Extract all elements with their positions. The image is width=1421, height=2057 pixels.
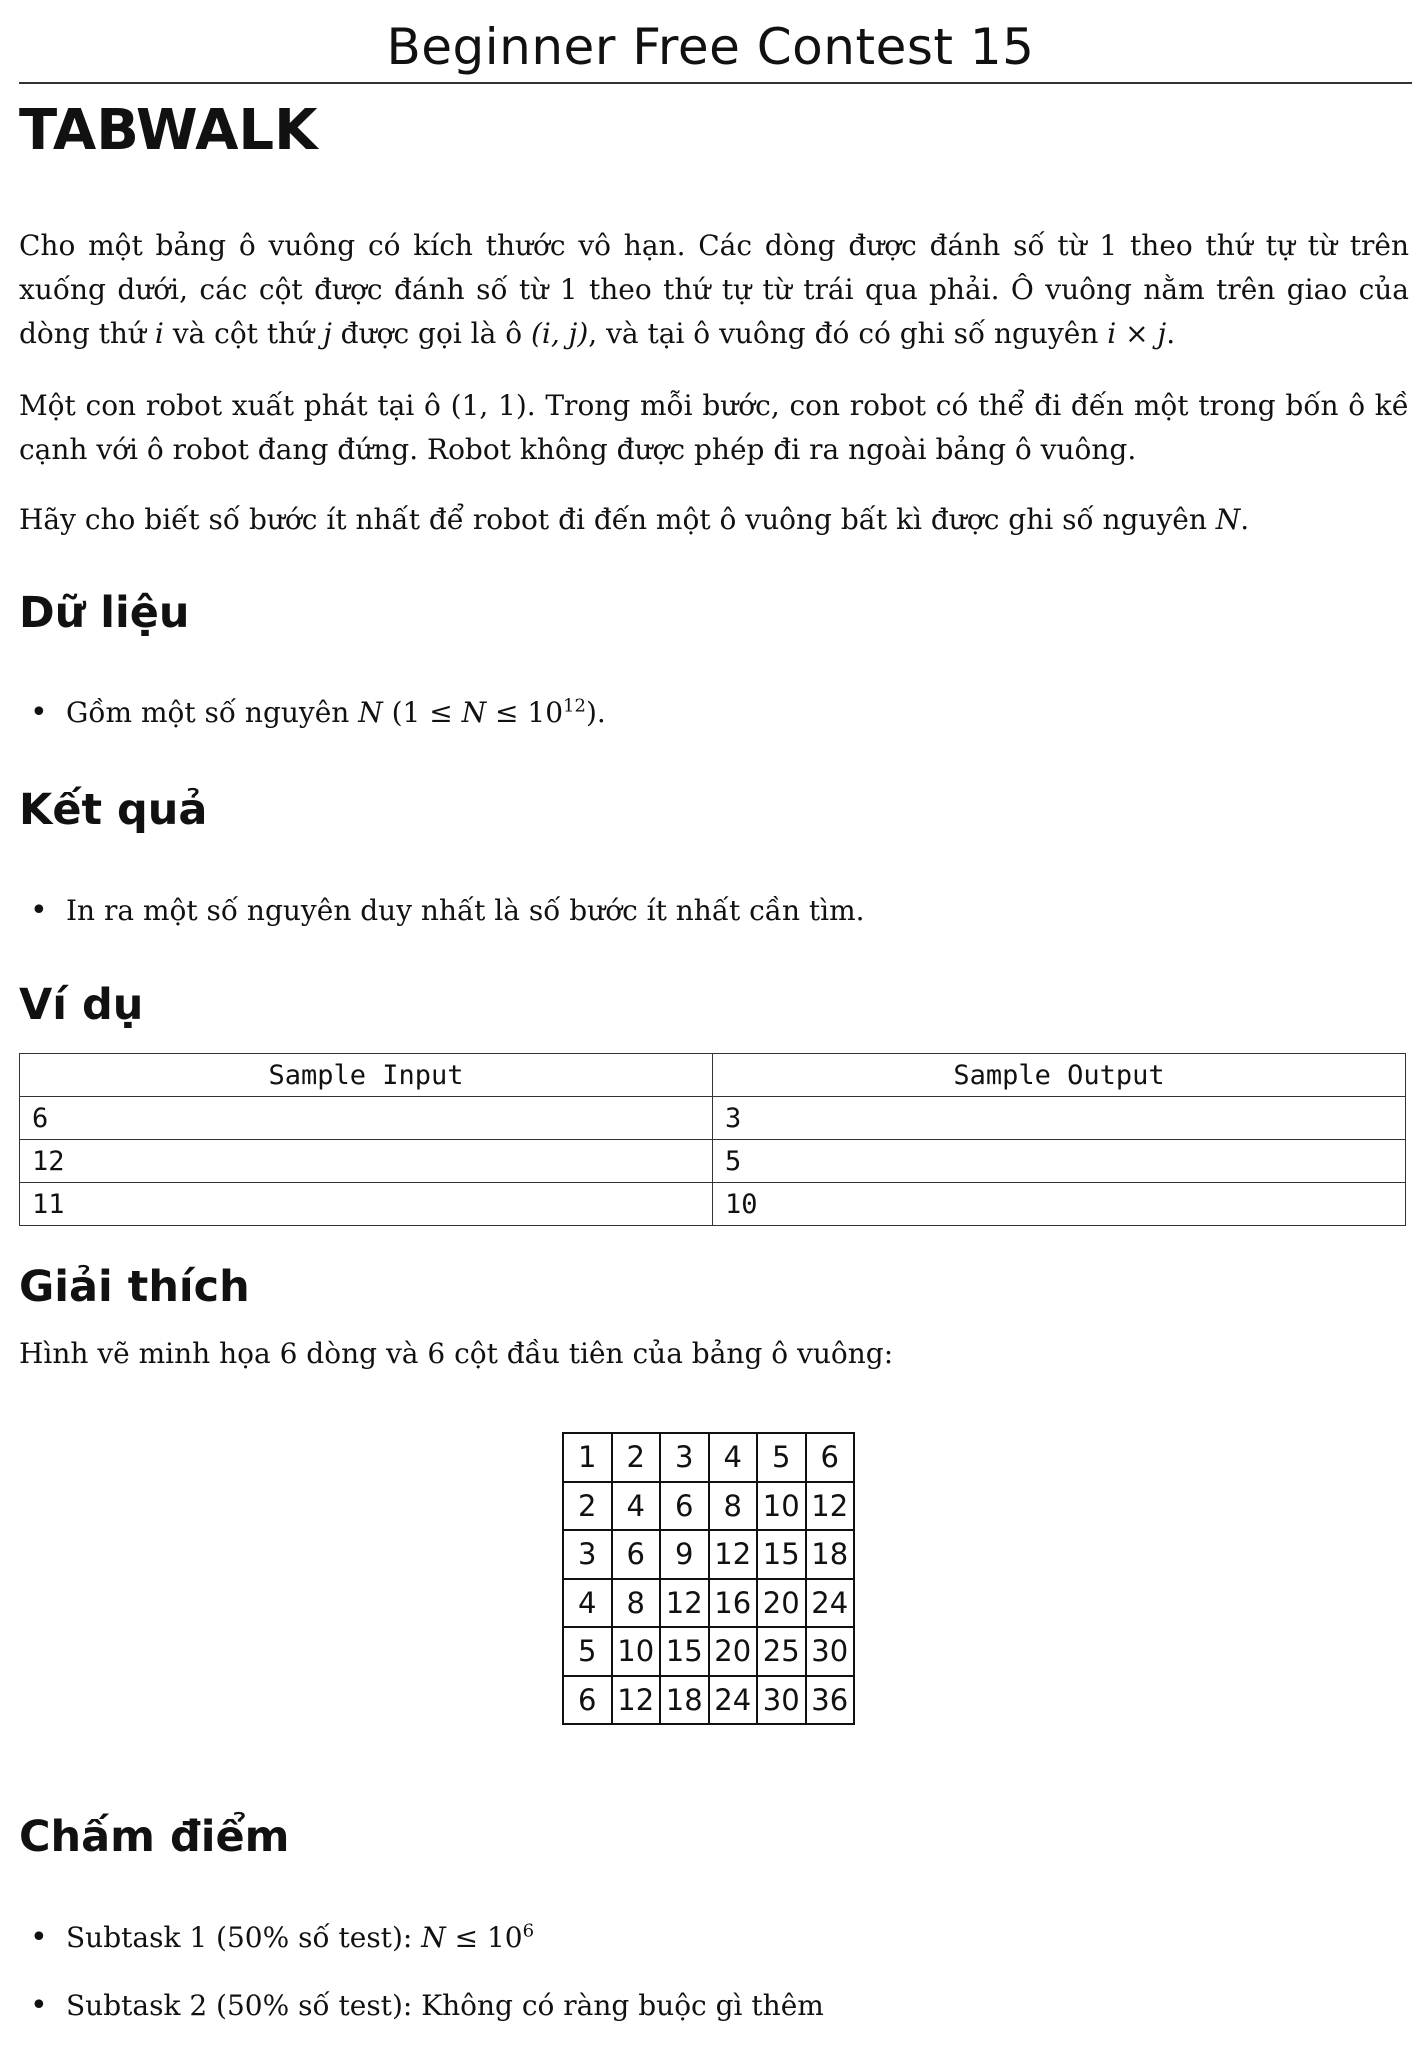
grid-row	[563, 1627, 854, 1676]
sample-table	[19, 1053, 1406, 1226]
grid-cell: 16	[709, 1579, 758, 1628]
sample-input-cell: 12	[20, 1140, 713, 1183]
grid-cell: 18	[660, 1676, 709, 1725]
explanation-text: Hình vẽ minh họa 6 dòng và 6 cột đầu tiên của bảng ô vuông:	[19, 1337, 894, 1370]
grid-cell: 30	[806, 1627, 855, 1676]
grid-cell: 3	[563, 1530, 612, 1579]
sample-output-cell: 5	[713, 1140, 1406, 1183]
grid-cell: 24	[806, 1579, 855, 1628]
grid-row	[563, 1676, 854, 1725]
statement-text: , và tại ô vuông đó có ghi số nguyên	[588, 317, 1108, 350]
math-n: N	[358, 696, 383, 729]
multiplication-grid	[562, 1432, 855, 1725]
input-heading: Dữ liệu	[19, 588, 190, 638]
header-divider	[19, 82, 1412, 84]
sample-output-header: Sample Output	[713, 1054, 1406, 1097]
math-exponent: 12	[563, 695, 586, 717]
math-start-cell: (1, 1)	[450, 389, 527, 422]
math-bound: ≤ 10	[445, 1921, 523, 1954]
statement-text: và cột thứ	[163, 317, 324, 350]
statement-text: được gọi là ô	[331, 317, 531, 350]
grid-cell: 6	[806, 1433, 855, 1482]
grid-cell: 4	[709, 1433, 758, 1482]
statement-text: Cho một bảng ô vuông có kích thước vô hạn. Các dòng được đánh số từ 1 theo thứ tự từ trên xuống dưới, các cột được đánh số từ 1 theo thứ tự từ trái qua phải. Ô vuông nằm trên giao của dòng thứ	[19, 229, 1409, 350]
grid-cell: 10	[757, 1482, 806, 1531]
grid-cell: 6	[612, 1530, 661, 1579]
table-row	[20, 1097, 1406, 1140]
bullet-text: Gồm một số nguyên	[66, 696, 359, 729]
grid-cell: 2	[612, 1433, 661, 1482]
grid-cell: 15	[660, 1627, 709, 1676]
grid-cell: 9	[660, 1530, 709, 1579]
grid-cell: 8	[709, 1482, 758, 1531]
sample-header-row	[20, 1054, 1406, 1097]
grid-cell: 4	[563, 1579, 612, 1628]
input-bullet	[66, 693, 606, 733]
bullet-text: Subtask 1 (50% số test):	[66, 1921, 422, 1954]
math-i: i	[154, 317, 164, 350]
sample-output-cell: 3	[713, 1097, 1406, 1140]
grid-cell: 12	[709, 1530, 758, 1579]
contest-title: Beginner Free Contest 15	[386, 18, 1035, 76]
grid-cell: 25	[757, 1627, 806, 1676]
math-bound: ≤ 10	[486, 696, 564, 729]
output-bullet: • In ra một số nguyên duy nhất là số bước ít nhất cần tìm.	[66, 891, 865, 931]
sample-input-cell: 11	[20, 1183, 713, 1226]
grid-cell: 12	[612, 1676, 661, 1725]
table-row	[20, 1140, 1406, 1183]
problem-title: TABWALK	[19, 98, 318, 163]
grid-cell: 20	[757, 1579, 806, 1628]
math-n: N	[1215, 503, 1241, 536]
grid-cell: 3	[660, 1433, 709, 1482]
output-heading: Kết quả	[19, 785, 208, 835]
statement-text: . Trong mỗi bước, con robot có thể đi đến một trong bốn ô kề cạnh với ô robot đang đứng. Robot không được phép đi ra ngoài bảng ô vuông.	[19, 389, 1409, 466]
statement-paragraph-3	[19, 498, 1409, 542]
subtask-1-bullet	[66, 1918, 534, 1958]
math-n: N	[421, 1921, 446, 1954]
grid-cell: 6	[660, 1482, 709, 1531]
grid-cell: 1	[563, 1433, 612, 1482]
math-range: (1 ≤	[382, 696, 462, 729]
grid-cell: 4	[612, 1482, 661, 1531]
grid-cell: 36	[806, 1676, 855, 1725]
scoring-heading: Chấm điểm	[19, 1812, 290, 1862]
grid-cell: 12	[660, 1579, 709, 1628]
statement-text: .	[1166, 317, 1176, 350]
subtask-2-bullet: • Subtask 2 (50% số test): Không có ràng buộc gì thêm	[66, 1986, 824, 2026]
grid-row	[563, 1579, 854, 1628]
statement-paragraph-1	[19, 224, 1409, 356]
sample-input-cell: 6	[20, 1097, 713, 1140]
grid-cell: 20	[709, 1627, 758, 1676]
statement-paragraph-2	[19, 384, 1409, 472]
explanation-heading: Giải thích	[19, 1262, 250, 1312]
grid-cell: 24	[709, 1676, 758, 1725]
grid-cell: 6	[563, 1676, 612, 1725]
math-n: N	[461, 696, 487, 729]
bullet-text: ).	[585, 696, 606, 729]
grid-cell: 2	[563, 1482, 612, 1531]
grid-cell: 8	[612, 1579, 661, 1628]
grid-cell: 10	[612, 1627, 661, 1676]
grid-cell: 12	[806, 1482, 855, 1531]
math-j: j	[323, 317, 332, 350]
statement-text: Hãy cho biết số bước ít nhất để robot đi đến một ô vuông bất kì được ghi số nguyên	[19, 503, 1216, 536]
grid-row	[563, 1482, 854, 1531]
grid-body	[563, 1433, 854, 1724]
sample-output-cell: 10	[713, 1183, 1406, 1226]
grid-cell: 30	[757, 1676, 806, 1725]
math-product: i × j	[1107, 317, 1167, 350]
math-exponent: 6	[522, 1920, 535, 1942]
grid-row	[563, 1433, 854, 1482]
statement-text: .	[1240, 503, 1250, 536]
example-heading: Ví dụ	[19, 980, 144, 1030]
grid-cell: 5	[563, 1627, 612, 1676]
statement-text: Một con robot xuất phát tại ô	[19, 389, 451, 422]
grid-cell: 18	[806, 1530, 855, 1579]
grid-row	[563, 1530, 854, 1579]
grid-cell: 15	[757, 1530, 806, 1579]
math-coordinate: (i, j)	[531, 317, 589, 350]
grid-cell: 5	[757, 1433, 806, 1482]
sample-input-header: Sample Input	[20, 1054, 713, 1097]
table-row	[20, 1183, 1406, 1226]
